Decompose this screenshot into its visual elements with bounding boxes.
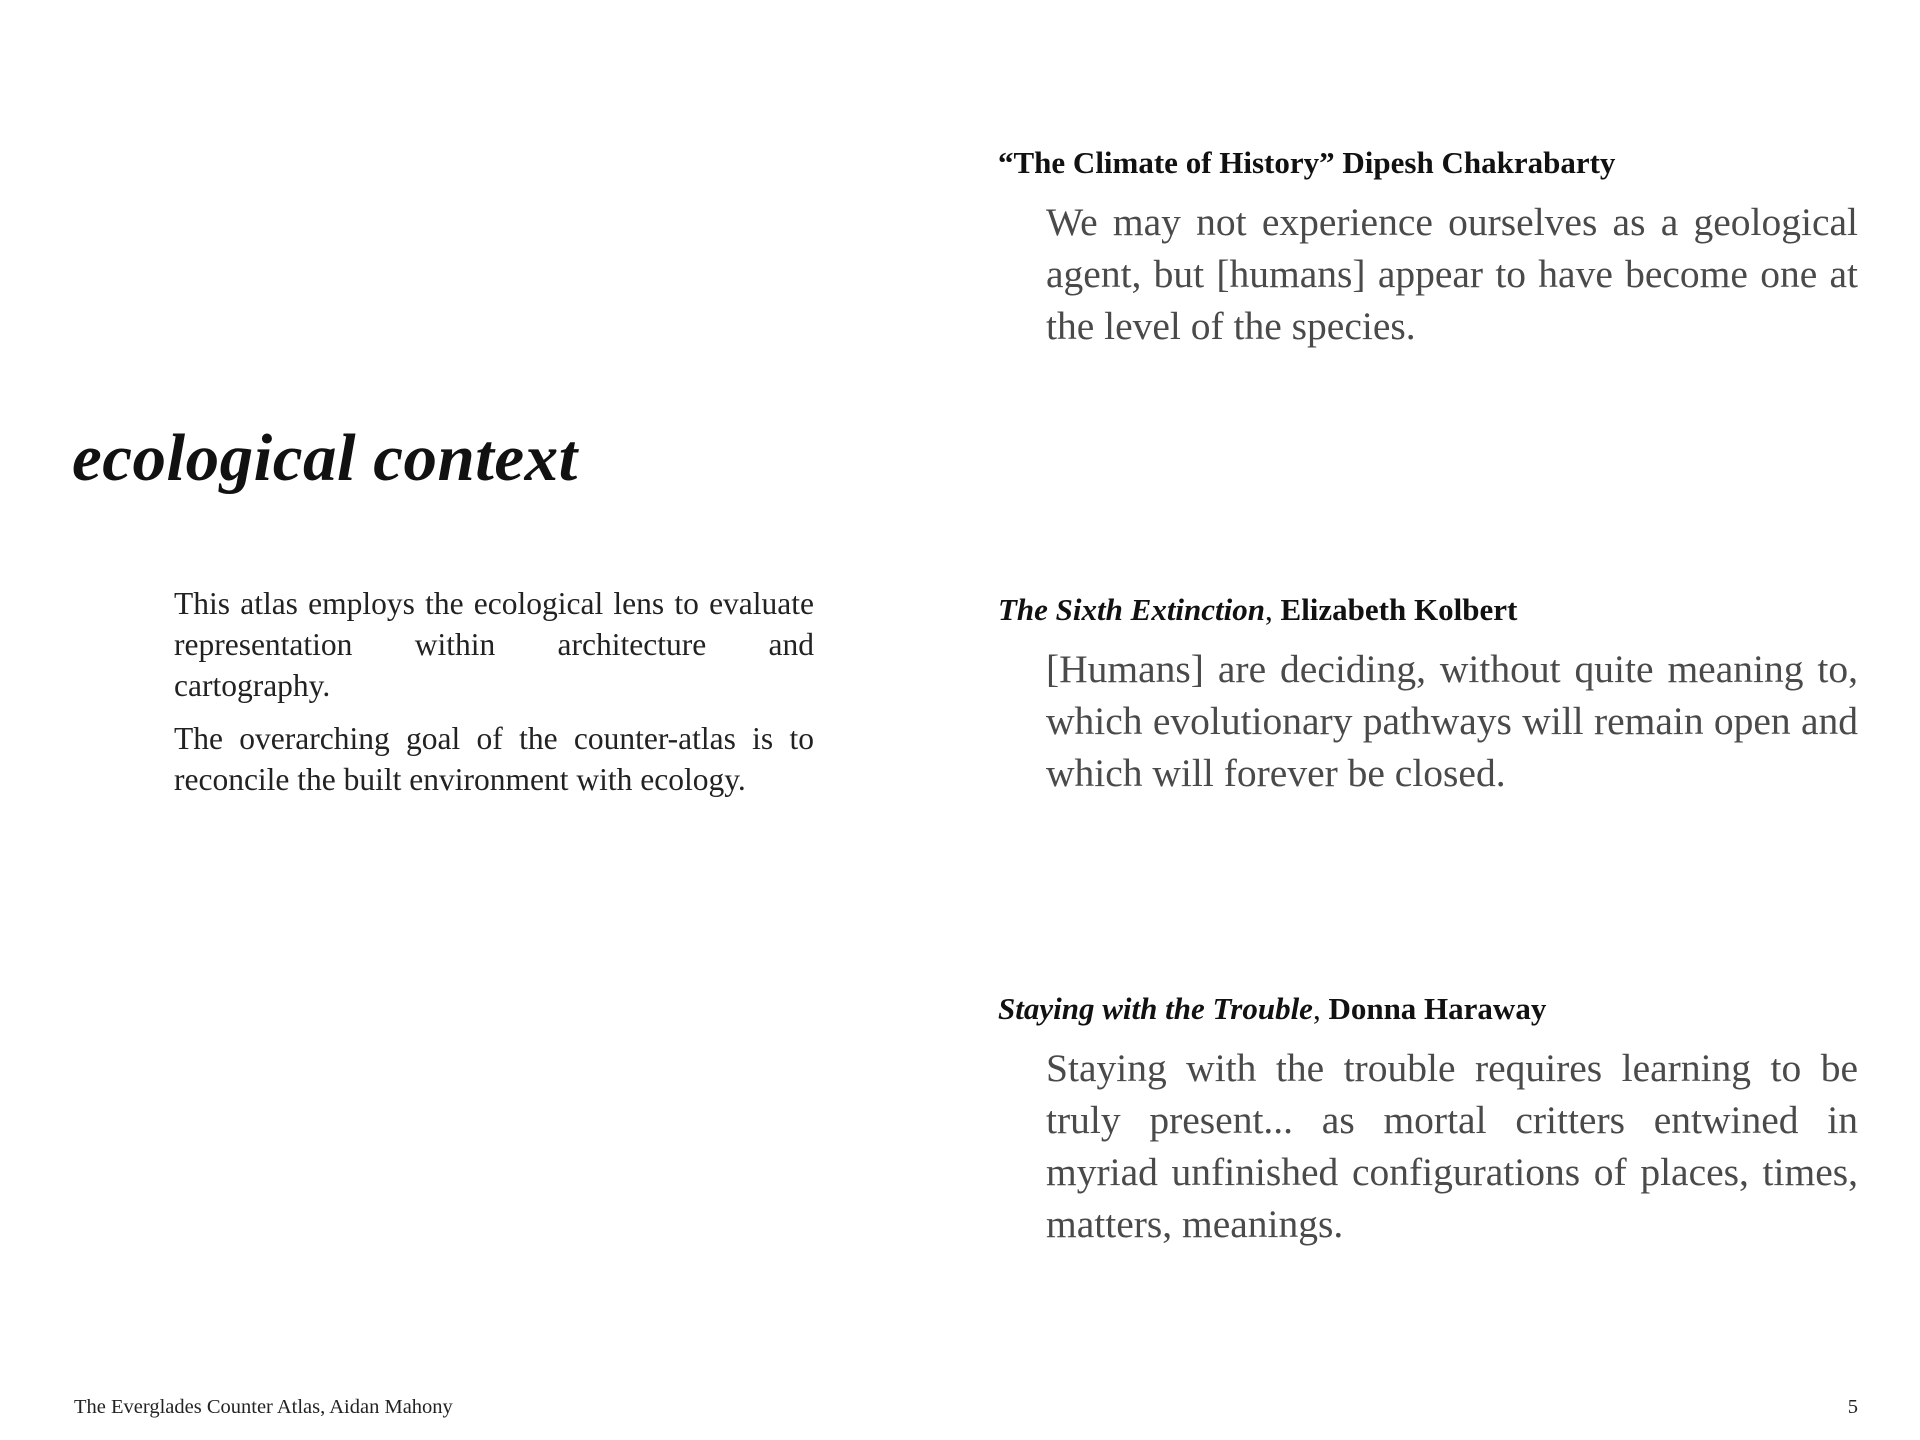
page-number: 5 [1847, 1396, 1858, 1418]
quote-kolbert [998, 590, 1858, 799]
quote-work-title: Staying with the Trouble [998, 991, 1313, 1026]
quote-work-title: “The Climate of History” [998, 145, 1335, 180]
quote-work-title: The Sixth Extinction [998, 592, 1266, 627]
quote-source [998, 590, 1858, 630]
quote-author: Donna Haraway [1328, 991, 1547, 1026]
intro-paragraph: This atlas employs the ecological lens to evaluate representation within architecture and cartography. [174, 586, 814, 703]
page-title: ecological context [72, 421, 578, 495]
quote-text: [Humans] are deciding, without quite meaning to, which evolutionary pathways will remain open and which will forever be closed. [1046, 647, 1858, 795]
quote-separator: , [1312, 991, 1321, 1026]
quote-chakrabarty [998, 143, 1858, 352]
quote-author: Elizabeth Kolbert [1280, 592, 1518, 627]
intro-text [174, 583, 814, 812]
quote-text: Staying with the trouble requires learning to be truly present... as mortal critters entwined in myriad unfinished configurations of places, times, matters, meanings. [1046, 1046, 1858, 1246]
footer-publication: The Everglades Counter Atlas, Aidan Mahony [74, 1396, 453, 1418]
quote-text: We may not experience ourselves as a geological agent, but [humans] appear to have become one at the level of the species. [1046, 200, 1858, 348]
quote-separator: , [1265, 592, 1273, 627]
quote-author: Dipesh Chakrabarty [1342, 145, 1616, 180]
quote-source [998, 143, 1858, 183]
quote-source [998, 989, 1858, 1029]
quote-haraway [998, 989, 1858, 1250]
intro-paragraph: The overarching goal of the counter-atlas is to reconcile the built environment with ecology. [174, 721, 814, 797]
